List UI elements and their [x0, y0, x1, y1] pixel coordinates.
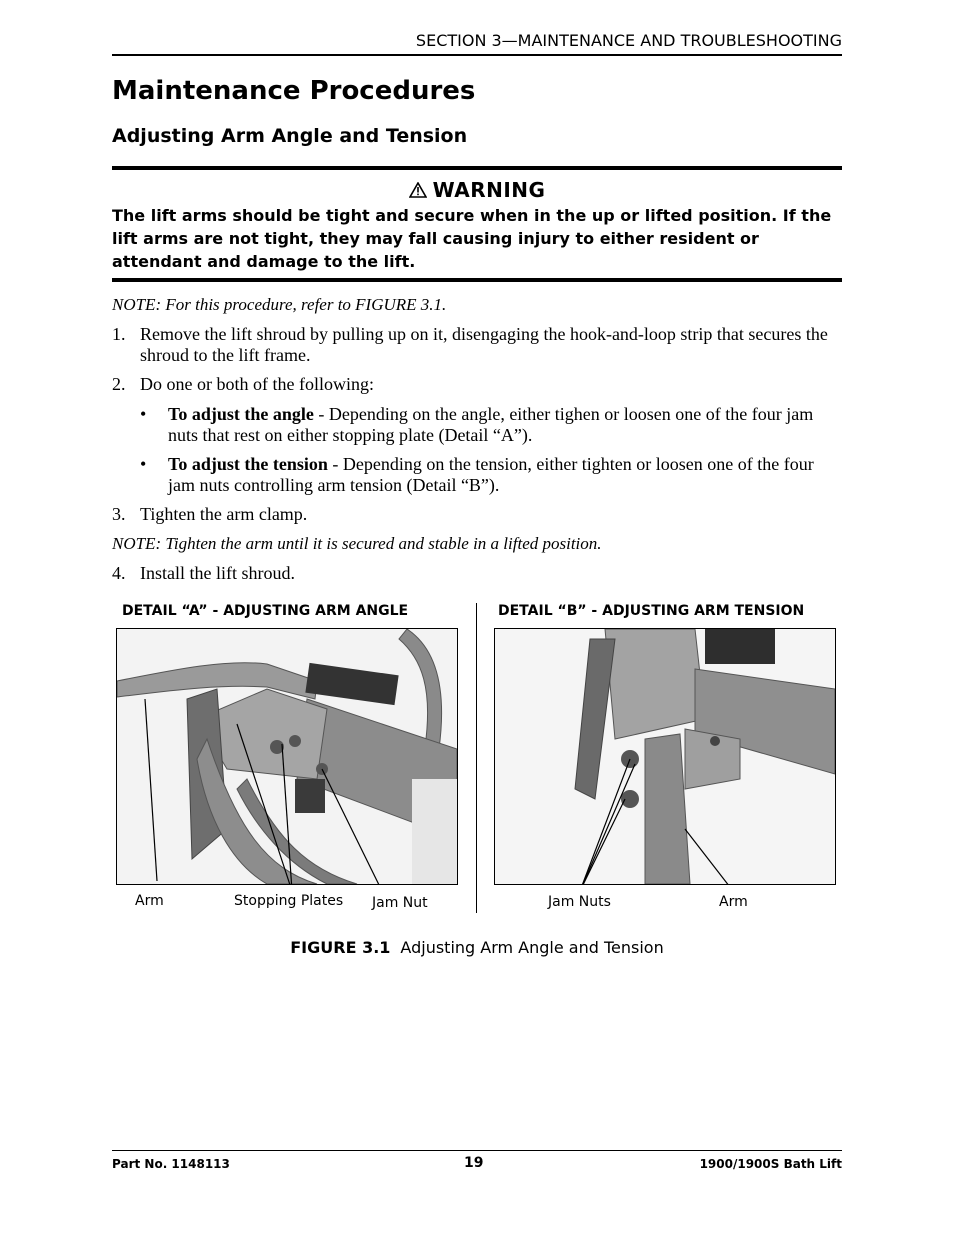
step-text: Install the lift shroud.: [140, 563, 295, 583]
footer-part-number: Part No. 1148113: [112, 1157, 230, 1171]
detail-a-photo: [116, 628, 458, 885]
step-text: Do one or both of the following:: [140, 374, 374, 394]
section-header-text: SECTION 3—MAINTENANCE AND TROUBLESHOOTING: [415, 31, 842, 50]
figure-caption-text: Adjusting Arm Angle and Tension: [400, 938, 664, 957]
figure-caption: [0, 938, 954, 957]
figure-caption-label: FIGURE 3.1: [290, 938, 391, 957]
warning-heading: [112, 178, 842, 202]
step-number: 2.: [112, 374, 126, 394]
bullet-dot: •: [140, 404, 147, 424]
footer-product: 1900/1900S Bath Lift: [699, 1157, 842, 1171]
step-number: 1.: [112, 324, 126, 344]
section-subtitle: Adjusting Arm Angle and Tension: [112, 125, 468, 147]
label-arm-a: Arm: [135, 893, 164, 909]
step-text: Remove the lift shroud by pulling up on it, disengaging the hook-and-loop strip that secures the shroud to the lift frame.: [140, 324, 828, 365]
label-arm-b: Arm: [719, 894, 748, 910]
footer-page-number: 19: [464, 1155, 484, 1171]
step-number: 4.: [112, 563, 126, 583]
label-stopping-plates: Stopping Plates: [234, 893, 344, 909]
detail-b-title: DETAIL “B” - ADJUSTING ARM TENSION: [498, 603, 805, 619]
footer-rule: [112, 1150, 842, 1151]
detail-b-illustration: [495, 629, 835, 884]
step-2: [112, 374, 842, 395]
bullet-lead: To adjust the angle: [168, 404, 314, 424]
bullet-text: - Depending on the tension, either tighten or loosen one of the four jam nuts controlling arm tension (Detail “B”).: [168, 454, 814, 495]
bullet-text: - Depending on the angle, either tighen or loosen one of the four jam nuts that rest on either stopping plate (Detail “A”).: [168, 404, 814, 445]
label-jam-nut: Jam Nut: [372, 895, 428, 911]
step-number: 3.: [112, 504, 126, 524]
detail-b-photo: [494, 628, 836, 885]
warning-box: [112, 166, 842, 282]
bullet-adjust-tension: [140, 454, 842, 496]
detail-a-title: DETAIL “A” - ADJUSTING ARM ANGLE: [122, 603, 409, 619]
detail-a-illustration: [117, 629, 457, 884]
figure-divider: [476, 603, 477, 913]
warning-text: The lift arms should be tight and secure when in the up or lifted position. If the lift arms are not tight, they may fall causing injury to either resident or attendant and damage to the lift.: [112, 206, 832, 271]
step-text: Tighten the arm clamp.: [140, 504, 308, 524]
warning-triangle-icon: [409, 182, 427, 198]
section-header: [112, 30, 842, 56]
bullet-lead: To adjust the tension: [168, 454, 328, 474]
warning-label: WARNING: [432, 178, 546, 202]
bullet-dot: •: [140, 454, 147, 474]
step-4: [112, 563, 842, 584]
step-3: [112, 504, 842, 525]
step-1: [112, 324, 842, 366]
bullet-adjust-angle: [140, 404, 842, 446]
label-jam-nuts: Jam Nuts: [548, 894, 611, 910]
note-refer-figure: NOTE: For this procedure, refer to FIGURE 3.1.: [112, 295, 447, 314]
note-tighten: NOTE: Tighten the arm until it is secured and stable in a lifted position.: [112, 534, 602, 553]
page-title: Maintenance Procedures: [112, 76, 476, 106]
